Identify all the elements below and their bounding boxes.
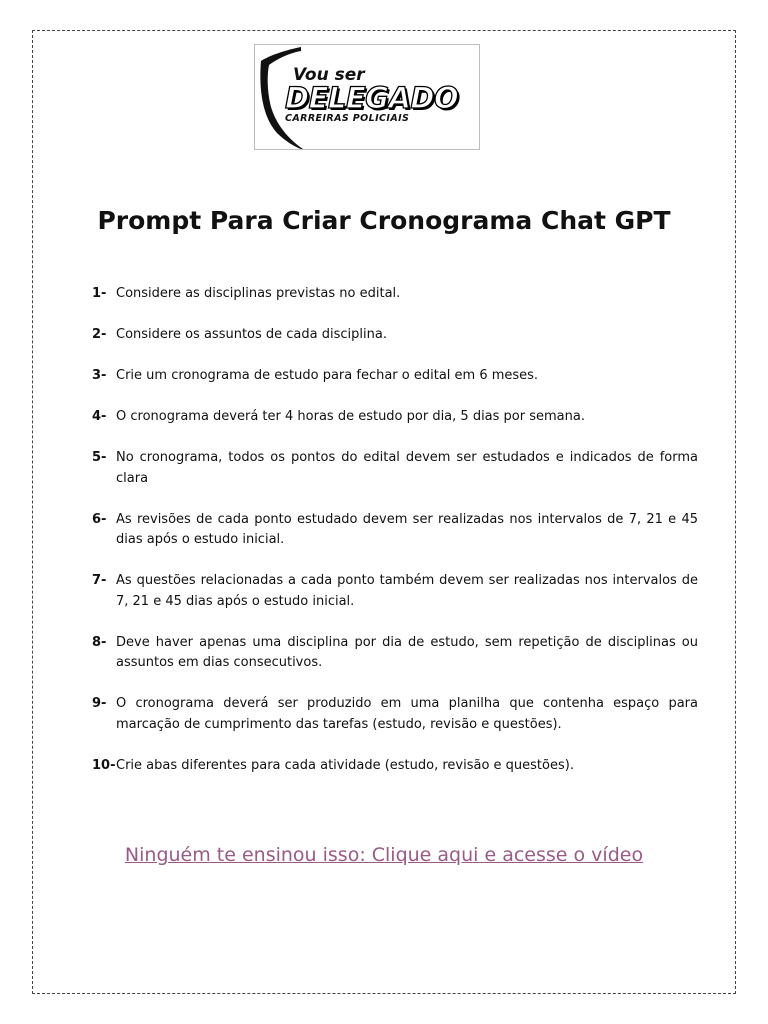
step-item [92, 510, 698, 551]
logo-line-1: Vou ser [293, 65, 365, 85]
step-text: Deve haver apenas uma disciplina por dia de estudo, sem repetição de disciplinas ou assuntos em dias consecutivos. [116, 634, 698, 670]
step-number: 9- [92, 696, 107, 711]
steps-list [92, 284, 698, 797]
step-item [92, 633, 698, 674]
brand-logo [254, 44, 480, 150]
step-number: 1- [92, 286, 107, 301]
step-number: 2- [92, 327, 107, 342]
step-text: As revisões de cada ponto estudado devem ser realizadas nos intervalos de 7, 21 e 45 dias após o estudo inicial. [116, 511, 698, 547]
step-item [92, 366, 698, 387]
step-text: No cronograma, todos os pontos do edital devem ser estudados e indicados de forma clara [116, 450, 698, 486]
step-item [92, 284, 698, 305]
step-item [92, 325, 698, 346]
step-number: 8- [92, 634, 107, 650]
step-number: 10- [92, 757, 116, 773]
step-item [92, 756, 698, 777]
logo-line-3: CARREIRAS POLICIAIS [285, 113, 410, 124]
step-text: Considere os assuntos de cada disciplina. [116, 327, 387, 342]
step-item [92, 571, 698, 612]
step-text: O cronograma deverá ser produzido em uma planilha que contenha espaço para marcação de cumprimento das tarefas (estudo, revisão e questões). [116, 696, 698, 732]
step-item [92, 694, 698, 735]
step-number: 4- [92, 409, 107, 424]
step-item [92, 407, 698, 428]
step-text: As questões relacionadas a cada ponto também devem ser realizadas nos intervalos de 7, 21 e 45 dias após o estudo inicial. [116, 573, 698, 609]
page-title: Prompt Para Criar Cronograma Chat GPT [97, 206, 671, 235]
step-text: Crie abas diferentes para cada atividade (estudo, revisão e questões). [116, 757, 574, 773]
step-number: 6- [92, 511, 107, 527]
logo-line-2: DELEGADO [285, 81, 459, 115]
step-number: 5- [92, 450, 107, 465]
step-text: O cronograma deverá ter 4 horas de estudo por dia, 5 dias por semana. [116, 409, 585, 424]
video-link[interactable]: Ninguém te ensinou isso: Clique aqui e acesse o vídeo [124, 844, 644, 866]
step-item [92, 448, 698, 489]
step-number: 3- [92, 368, 107, 383]
step-text: Crie um cronograma de estudo para fechar o edital em 6 meses. [116, 368, 539, 383]
step-number: 7- [92, 573, 107, 588]
step-text: Considere as disciplinas previstas no edital. [116, 286, 401, 301]
